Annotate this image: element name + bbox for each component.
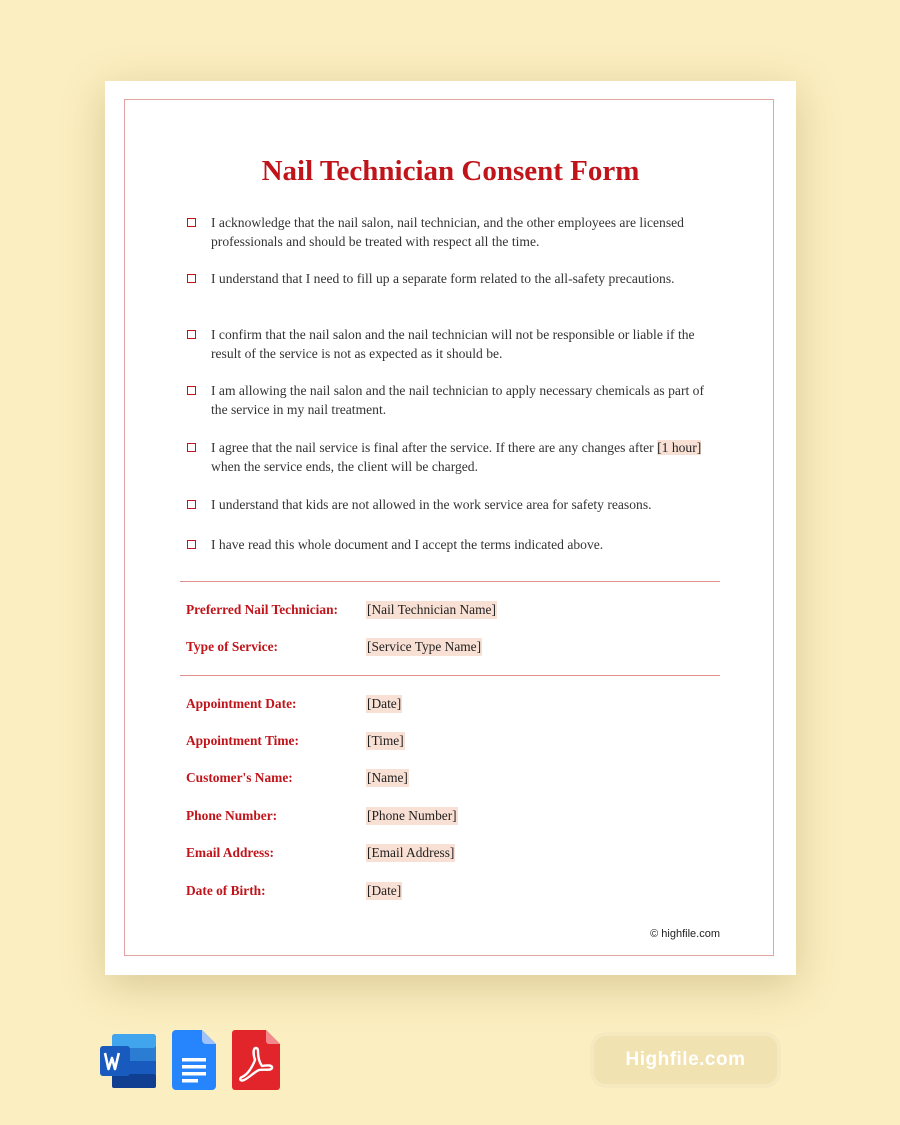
checklist-item[interactable]	[187, 495, 715, 514]
checklist-item[interactable]	[187, 535, 715, 554]
section-divider	[180, 675, 720, 676]
checklist-item-text: I confirm that the nail salon and the nail technician will not be responsible or liable if the result of the service is not as expected as it should be.	[211, 327, 695, 361]
word-icon[interactable]	[100, 1030, 158, 1095]
field-label: Type of Service:	[186, 639, 278, 654]
checklist-item[interactable]	[187, 325, 715, 363]
field-label: Date of Birth:	[186, 883, 266, 898]
field-label: Email Address:	[186, 845, 274, 860]
field-value[interactable]: [Phone Number]	[367, 808, 457, 823]
google-docs-icon[interactable]	[172, 1030, 216, 1095]
checklist-item-text: I acknowledge that the nail salon, nail technician, and the other employees are licensed professionals and should be treated with respect all the time.	[211, 215, 684, 249]
checkbox[interactable]	[187, 218, 196, 227]
pdf-icon[interactable]	[232, 1030, 280, 1095]
checklist-item[interactable]	[187, 381, 715, 419]
field-value[interactable]: [Service Type Name]	[367, 639, 482, 654]
document-page	[105, 81, 796, 975]
checkbox[interactable]	[187, 386, 196, 395]
checklist-item[interactable]	[187, 269, 715, 288]
field-value[interactable]: [Email Address]	[367, 845, 455, 860]
field-value[interactable]: [Date]	[367, 883, 402, 898]
section-divider	[180, 581, 720, 582]
brand-badge[interactable]: Highfile.com	[594, 1036, 777, 1084]
field-label: Appointment Time:	[186, 733, 299, 748]
placeholder-highlight[interactable]: [1 hour]	[657, 440, 702, 455]
checklist-item[interactable]	[187, 438, 715, 476]
field-label: Customer's Name:	[186, 770, 293, 785]
checklist-item-text: I have read this whole document and I accept the terms indicated above.	[211, 537, 604, 552]
field-value[interactable]: [Nail Technician Name]	[367, 602, 496, 617]
document-title: Nail Technician Consent Form	[261, 155, 640, 187]
checklist-item-text	[211, 438, 715, 476]
field-label: Appointment Date:	[186, 696, 297, 711]
field-value[interactable]: [Time]	[367, 733, 404, 748]
copyright-notice: © highfile.com	[650, 928, 720, 940]
checklist-item-text: I understand that I need to fill up a separate form related to the all-safety precautions.	[211, 271, 675, 286]
checklist-item[interactable]	[187, 213, 715, 251]
checkbox[interactable]	[187, 330, 196, 339]
checklist-item-text-before: I agree that the nail service is final after the service. If there are any changes after	[211, 440, 658, 455]
checklist-item-text: I understand that kids are not allowed in the work service area for safety reasons.	[211, 497, 652, 512]
field-label: Preferred Nail Technician:	[186, 602, 338, 617]
checkbox[interactable]	[187, 443, 196, 452]
checkbox[interactable]	[187, 540, 196, 549]
field-value[interactable]: [Date]	[367, 696, 402, 711]
checkbox[interactable]	[187, 274, 196, 283]
field-label: Phone Number:	[186, 808, 278, 823]
field-value[interactable]: [Name]	[367, 770, 408, 785]
checklist-item-text: I am allowing the nail salon and the nail technician to apply necessary chemicals as part of the service in my nail treatment.	[211, 383, 704, 417]
checklist-item-text-after: when the service ends, the client will be charged.	[211, 459, 478, 474]
checkbox[interactable]	[187, 500, 196, 509]
